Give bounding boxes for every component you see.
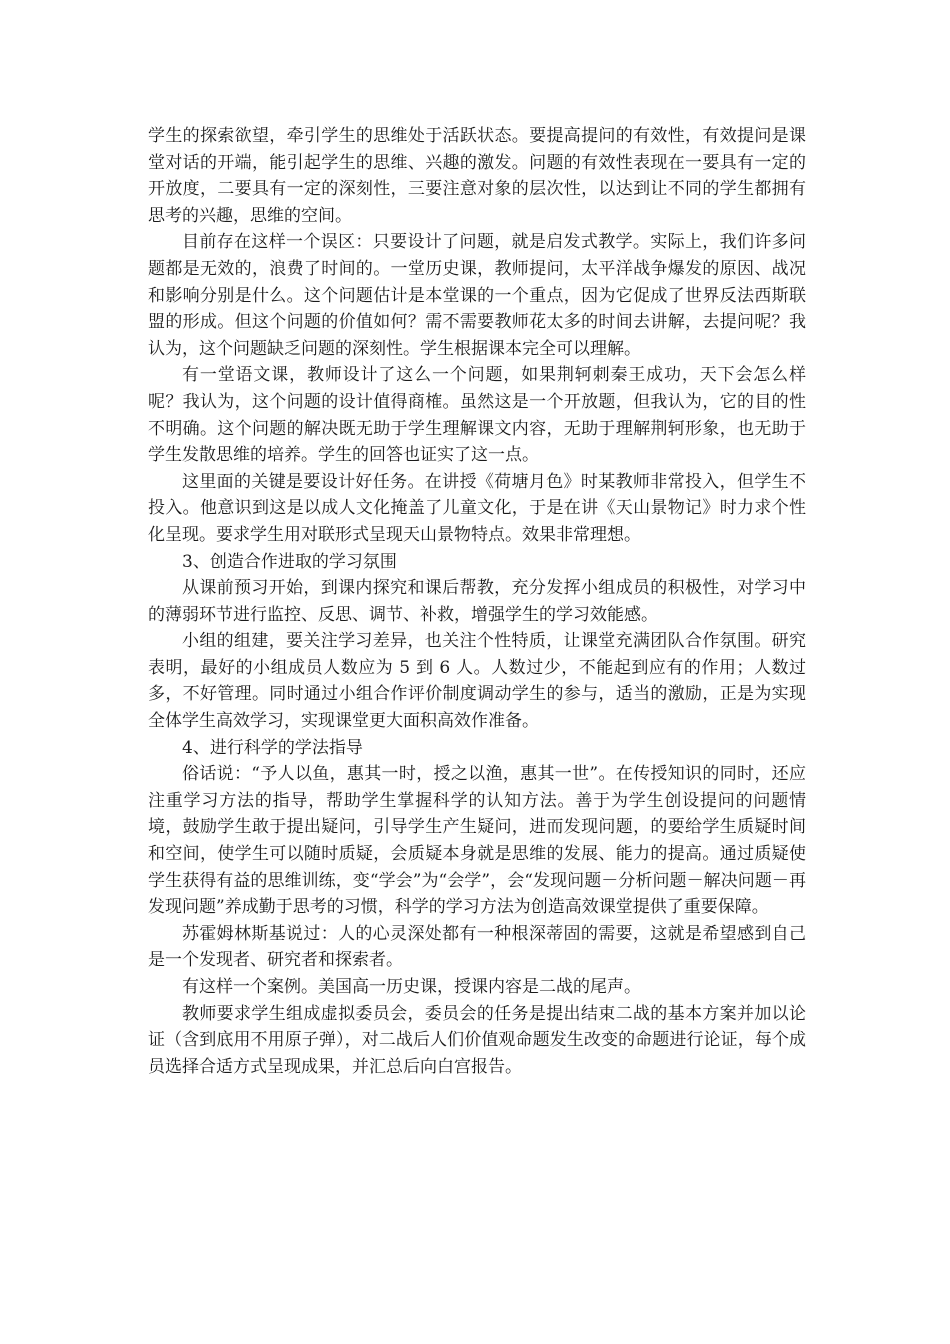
paragraph-case-intro: 有这样一个案例。美国高一历史课，授课内容是二战的尾声。: [182, 977, 641, 997]
paragraph-task-design: 这里面的关键是要设计好任务。在讲授《荷塘月色》时某教师非常投入，但学生不投入。他意识到这是以成人文化掩盖了儿童文化，于是在讲《天山景物记》时力求个性化呈现。要求学生用对联形式呈现天山景物特点。效果非常理想。: [148, 471, 806, 545]
section-heading-3: 3、创造合作进取的学习氛围: [182, 551, 397, 572]
paragraph-group-activity: 从课前预习开始，到课内探究和课后帮教，充分发挥小组成员的积极性，对学习中的薄弱环节进行监控、反思、调节、补救，增强学生的学习效能感。: [148, 578, 806, 625]
paragraph-group-formation: 小组的组建，要关注学习差异，也关注个性特质，让课堂充满团队合作氛围。研究表明，最好的小组成员人数应为 5 到 6 人。人数过少，不能起到应有的作用；人数过多，不好管理。同时通过小组合作评价制度调动学生的参与，适当的激励，正是为实现全体学生高效学习，实现课堂更大面积高效作准备。: [148, 631, 806, 732]
paragraph-misconception: 目前存在这样一个误区：只要设计了问题，就是启发式教学。实际上，我们许多问题都是无效的，浪费了时间的。一堂历史课，教师提问，太平洋战争爆发的原因、战况和影响分别是什么。这个问题估计是本堂课的一个重点，因为它促成了世界反法西斯联盟的形成。但这个问题的价值如何？需不需要教师花太多的时间去讲解，去提问呢？我认为，这个问题缺乏问题的深刻性。学生根据课本完全可以理解。: [148, 232, 806, 359]
paragraph-chinese-class: 有一堂语文课，教师设计了这么一个问题，如果荆轲刺秦王成功，天下会怎么样呢？我认为，这个问题的设计值得商榷。虽然这是一个开放题，但我认为，它的目的性不明确。这个问题的解决既无助于学生理解课文内容，无助于理解荆轲形象，也无助于学生发散思维的培养。学生的回答也证实了这一点。: [148, 365, 806, 466]
document-body: [148, 123, 806, 1080]
paragraph-quote-sukhomlinsky: 苏霍姆林斯基说过：人的心灵深处都有一种根深蒂固的需要，这就是希望感到自己是一个发现者、研究者和探索者。: [148, 923, 806, 971]
section-heading-4: 4、进行科学的学法指导: [182, 737, 363, 758]
paragraph-continuation: 学生的探索欲望，牵引学生的思维处于活跃状态。要提高提问的有效性，有效提问是课堂对话的开端，能引起学生的思维、兴趣的激发。问题的有效性表现在一要具有一定的开放度，二要具有一定的深刻性，三要注意对象的层次性，以达到让不同的学生都拥有思考的兴趣，思维的空间。: [148, 126, 806, 226]
paragraph-learning-methods: 俗话说：“予人以鱼，惠其一时，授之以渔，惠其一世”。在传授知识的同时，还应注重学习方法的指导，帮助学生掌握科学的认知方法。善于为学生创设提问的问题情境，鼓励学生敢于提出疑问，引导学生产生疑问，进而发现问题，的要给学生质疑时间和空间，使学生可以随时质疑，会质疑本身就是思维的发展、能力的提高。通过质疑使学生获得有益的思维训练，变“学会”为“会学”，会“发现问题－分析问题－解决问题－再发现问题”养成勤于思考的习惯，科学的学习方法为创造高效课堂提供了重要保障。: [148, 764, 806, 918]
paragraph-case-detail: 教师要求学生组成虚拟委员会，委员会的任务是提出结束二战的基本方案并加以论证（含到底用不用原子弹），对二战后人们价值观命题发生改变的命题进行论证，每个成员选择合适方式呈现成果，并汇总后向白宫报告。: [148, 1003, 806, 1077]
